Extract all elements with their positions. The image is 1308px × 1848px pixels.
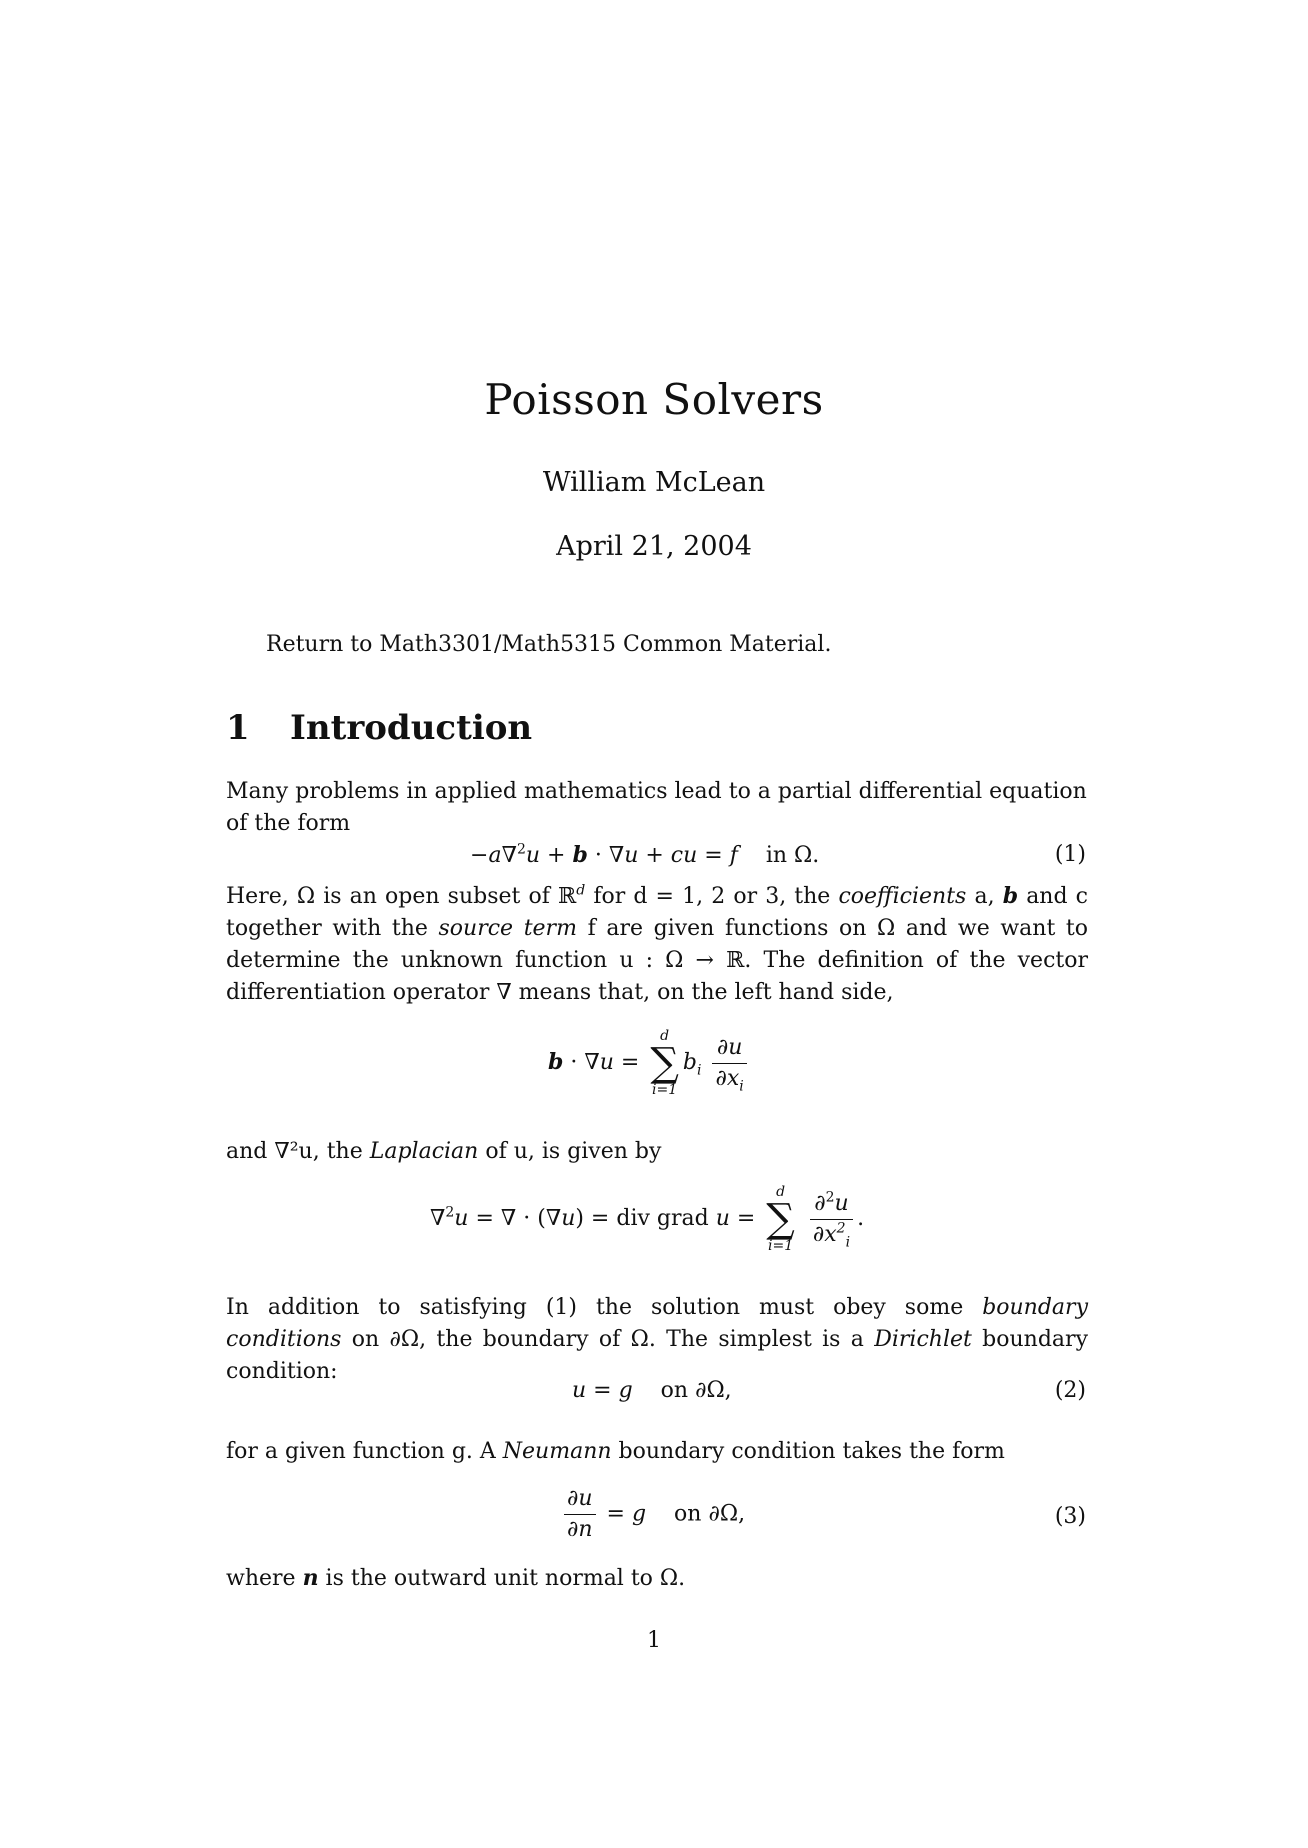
para3-text-1: and ∇²u, the (226, 1139, 370, 1164)
section-heading (226, 708, 532, 748)
para2-text-2: for d = 1, 2 or 3, the (585, 884, 839, 909)
term-coefficients: coefficients (838, 884, 967, 909)
para4-text-1: In addition to satisfying (1) the solution must obey some (226, 1295, 983, 1320)
paragraph-laplacian (226, 1136, 1088, 1168)
equation-gradient-dot: b · ∇u = d ∑ i=1 $b_i$ $\frac{\partial u}{\partial x_i}$ (548, 1028, 751, 1098)
section-number: 1 (226, 708, 250, 748)
equation-laplacian: ∇$^2$u = ∇ · (∇u) = div grad u = d ∑ i=1 $\frac{\partial^2u}{\partial x^2_i}$ . (430, 1184, 865, 1254)
para6-text-2: is the outward unit normal to Ω. (318, 1566, 686, 1591)
para2-sup: d (576, 882, 586, 899)
document-title: Poisson Solvers (484, 375, 824, 424)
para4-text-2: on ∂Ω, the boundary of Ω. The simplest is a (341, 1327, 875, 1352)
page-number: 1 (647, 1628, 661, 1653)
vector-b: b (1002, 883, 1019, 909)
para5-text-1: for a given function g. A (226, 1439, 503, 1464)
paragraph-intro-line-1: Many problems in applied mathematics lead to a partial differential equation (226, 779, 1087, 804)
para4-text-3: boundary condition: (226, 1327, 1088, 1384)
paragraph-intro-line-2: of the form (226, 811, 351, 836)
paragraph-definitions (226, 880, 1088, 1009)
para5-text-2: boundary condition takes the form (611, 1439, 1005, 1464)
equation-3: $\frac{\partial u}{\partial n}$ = g on ∂Ω, (560, 1484, 745, 1545)
term-source-term: source term (438, 916, 577, 941)
para2-text-3: a, (966, 884, 1003, 909)
paragraph-normal (226, 1562, 1088, 1595)
equation-1: −a∇$^2$u + b · ∇u + cu = f in Ω. (470, 841, 820, 868)
equation-1-number: (1) (1054, 842, 1086, 867)
paragraph-intro (226, 776, 1088, 840)
term-boundary-conditions: boundary conditions (226, 1295, 1088, 1352)
term-neumann: Neumann (502, 1439, 612, 1464)
paragraph-neumann (226, 1436, 1088, 1468)
para2-text-1: Here, Ω is an open subset of ℝ (226, 884, 577, 909)
para2-text-4: and c together with the (226, 884, 1088, 941)
para6-text-1: where (226, 1566, 303, 1591)
date: April 21, 2004 (556, 531, 752, 562)
section-title: Introduction (290, 708, 533, 748)
return-link[interactable]: Return to Math3301/Math5315 Common Material. (266, 632, 832, 657)
equation-2: u = g on ∂Ω, (572, 1378, 732, 1403)
term-dirichlet: Dirichlet (874, 1327, 972, 1352)
author: William McLean (542, 467, 766, 498)
equation-3-number: (3) (1054, 1504, 1086, 1529)
equation-2-number: (2) (1054, 1378, 1086, 1403)
para2-text-5: f are given functions on Ω and we want to determine the unknown function u : Ω → ℝ. The definition of the vector differentiation operator ∇ means that, on the left hand side, (226, 916, 1089, 1005)
para3-text-2: of u, is given by (478, 1139, 662, 1164)
vector-n: n (302, 1565, 319, 1591)
paragraph-boundary (226, 1292, 1088, 1388)
term-laplacian: Laplacian (369, 1139, 479, 1164)
